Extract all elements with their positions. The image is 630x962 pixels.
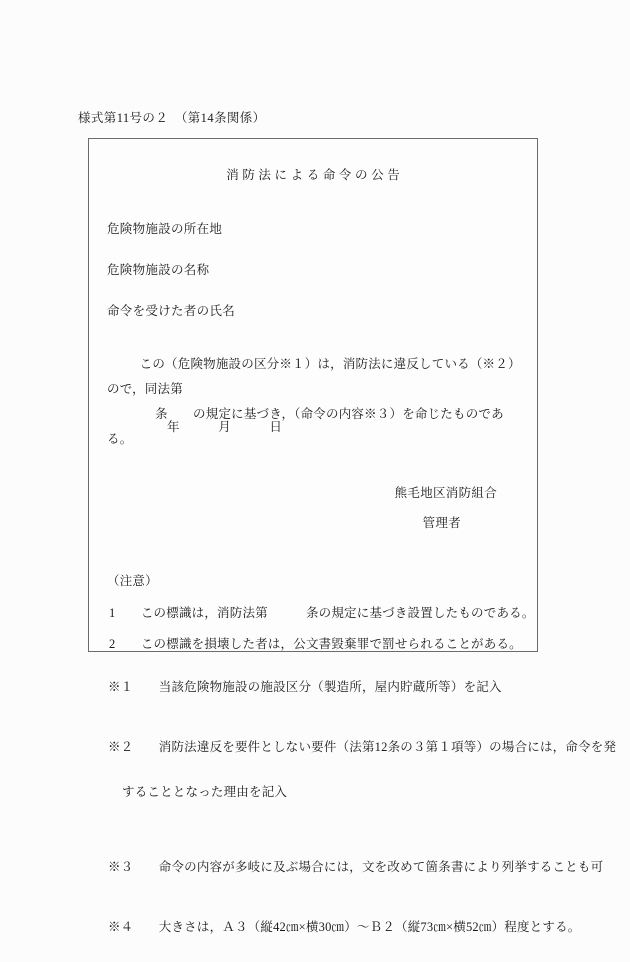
field-label-facility-name: 危険物施設の名称 <box>107 263 210 277</box>
footnote-3-text: 命令の内容が多岐に及ぶ場合には，文を改めて箇条書により列挙することも可 <box>158 860 604 874</box>
public-notice-box <box>88 138 538 652</box>
signature-role: 管理者 <box>422 516 461 530</box>
field-label-list <box>107 219 235 342</box>
field-label-recipient-name: 命令を受けた者の氏名 <box>107 304 236 318</box>
footnote-1-text: 当該危険物施設の施設区分（製造所，屋内貯蔵所等）を記入 <box>158 680 502 694</box>
footnote-4 <box>88 902 581 950</box>
notice-title: 消防法による命令の公告 <box>226 168 404 182</box>
notice-body-line-2: 条 の規定に基づき，（命令の内容※３）を命じたものである。 <box>107 407 504 446</box>
footnote-2-marker: ※２ <box>107 740 134 754</box>
notice-body-paragraph <box>107 327 523 477</box>
footnote-1-marker: ※１ <box>107 680 134 694</box>
notes-section <box>107 571 535 665</box>
form-number-header: 様式第11号の２ （第14条関係） <box>78 111 266 125</box>
signature-organization: 熊毛地区消防組合 <box>394 486 497 500</box>
footnote-4-marker: ※４ <box>107 920 134 934</box>
footnote-2-continuation: することとなった理由を記入 <box>122 785 288 799</box>
field-label-location: 危険物施設の所在地 <box>107 222 223 236</box>
footnote-4-text: 大きさは，Ａ３（縦42㎝×横30㎝）〜Ｂ２（縦73㎝×横52㎝）程度とする。 <box>158 920 581 934</box>
signature-block <box>395 483 497 531</box>
date-line: 年 月 日 <box>167 420 283 434</box>
footnote-2 <box>88 722 617 830</box>
footnote-1 <box>88 662 558 710</box>
note-item-2: 2 この標識を損壊した者は，公文書毀棄罪で罰せられることがある。 <box>109 637 522 651</box>
footnote-list <box>88 662 617 962</box>
notice-body-line-1: この（危険物施設の区分※１）は，消防法に違反している（※２）ので，同法第 <box>107 357 521 396</box>
notes-heading: （注意） <box>107 574 158 588</box>
footnote-3-marker: ※３ <box>107 860 134 874</box>
footnote-3 <box>88 842 604 890</box>
note-item-1: 1 この標識は，消防法第 条の規定に基づき設置したものである。 <box>109 606 535 620</box>
footnote-2-text: 消防法違反を要件としない要件（法第12条の３第１項等）の場合には，命令を発 <box>158 740 617 754</box>
